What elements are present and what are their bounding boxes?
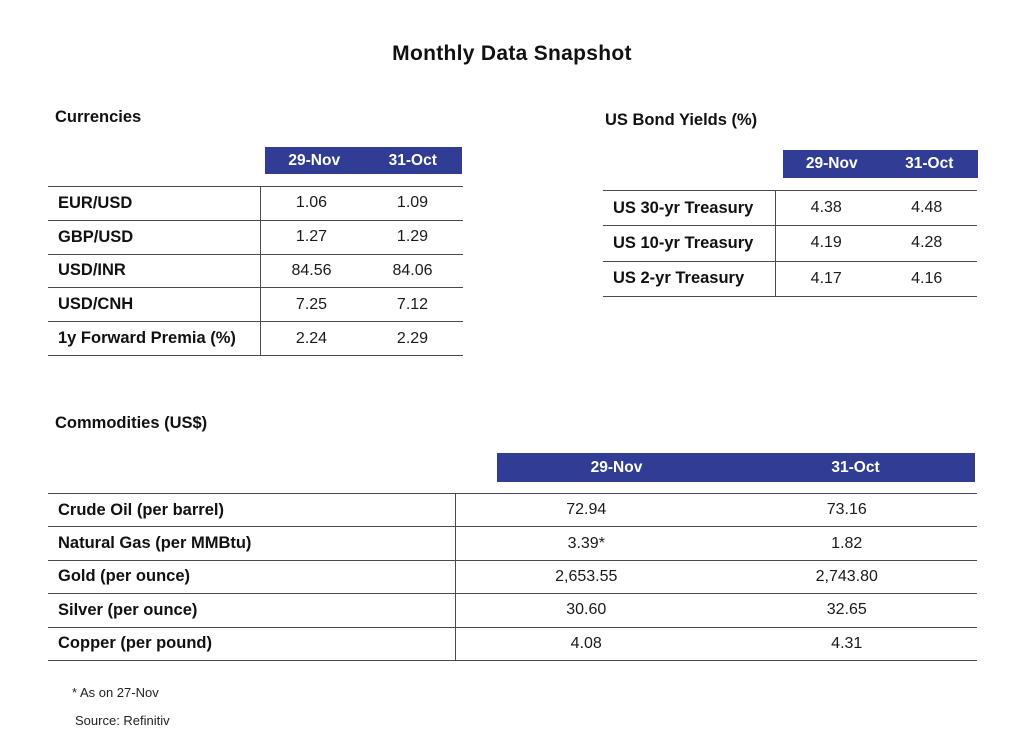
table-row [48, 627, 977, 661]
table-row [48, 287, 463, 321]
currencies-col-29nov: 29-Nov [288, 151, 341, 169]
table-row [48, 560, 977, 593]
value-29nov: 4.38 [810, 199, 842, 217]
commodities-column-header [497, 453, 975, 482]
commodities-col-31oct: 31-Oct [831, 458, 880, 476]
commodities-col-29nov: 29-Nov [590, 458, 643, 476]
row-label: USD/INR [58, 261, 126, 280]
currencies-section-heading: Currencies [55, 108, 142, 126]
value-29nov: 4.19 [810, 234, 842, 252]
value-31oct: 7.12 [396, 295, 429, 313]
row-label: EUR/USD [58, 193, 133, 212]
table-row [48, 254, 463, 288]
value-31oct: 4.16 [911, 269, 943, 287]
value-29nov: 1.06 [295, 194, 328, 212]
value-31oct: 73.16 [826, 501, 867, 519]
value-29nov: 2,653.55 [555, 567, 618, 585]
value-29nov: 2.24 [295, 329, 328, 347]
row-label: US 10-yr Treasury [613, 233, 754, 252]
row-label: Crude Oil (per barrel) [58, 500, 224, 519]
value-31oct: 1.29 [396, 228, 429, 246]
value-29nov: 30.60 [566, 601, 607, 619]
value-31oct: 4.48 [911, 199, 943, 217]
value-29nov: 4.08 [570, 634, 602, 652]
value-31oct: 1.82 [831, 534, 863, 552]
table-row [48, 220, 463, 254]
currencies-col-31oct: 31-Oct [388, 151, 437, 169]
table-row [48, 186, 463, 220]
row-label: Natural Gas (per MMBtu) [58, 534, 252, 553]
currencies-table [48, 186, 463, 356]
bonds-section-heading: US Bond Yields (%) [605, 111, 758, 129]
table-row [48, 526, 977, 559]
row-label: GBP/USD [58, 227, 134, 246]
bonds-col-29nov: 29-Nov [805, 155, 858, 172]
value-31oct: 1.09 [396, 194, 429, 212]
row-label: USD/CNH [58, 295, 134, 314]
page-title: Monthly Data Snapshot [392, 42, 632, 65]
commodities-table [48, 493, 977, 661]
row-label: Silver (per ounce) [58, 600, 198, 619]
table-row [603, 225, 977, 260]
row-label: US 2-yr Treasury [613, 269, 745, 288]
commodities-section-heading: Commodities (US$) [55, 414, 208, 432]
table-row [603, 190, 977, 225]
value-29nov: 7.25 [295, 295, 328, 313]
value-31oct: 2,743.80 [815, 567, 878, 585]
footnote-asterisk: * As on 27-Nov [72, 685, 159, 700]
row-label: Gold (per ounce) [58, 567, 190, 586]
bonds-col-31oct: 31-Oct [905, 155, 954, 172]
table-row [48, 321, 463, 356]
value-29nov: 72.94 [566, 501, 607, 519]
table-row [603, 261, 977, 297]
table-row [48, 493, 977, 526]
value-31oct: 4.31 [831, 634, 863, 652]
value-31oct: 32.65 [826, 601, 867, 619]
value-31oct: 2.29 [396, 329, 429, 347]
currencies-column-header [265, 147, 462, 174]
value-29nov: 84.56 [291, 261, 332, 279]
value-31oct: 4.28 [911, 234, 943, 252]
value-29nov: 3.39* [567, 534, 605, 552]
bonds-table [603, 190, 977, 297]
row-label: 1y Forward Premia (%) [58, 329, 236, 348]
row-label: Copper (per pound) [58, 634, 212, 653]
value-29nov: 1.27 [295, 228, 328, 246]
value-29nov: 4.17 [810, 269, 842, 287]
table-row [48, 593, 977, 626]
value-31oct: 84.06 [392, 261, 433, 279]
footnote-source: Source: Refinitiv [75, 713, 170, 728]
row-label: US 30-yr Treasury [613, 198, 754, 217]
bonds-column-header [783, 150, 978, 178]
